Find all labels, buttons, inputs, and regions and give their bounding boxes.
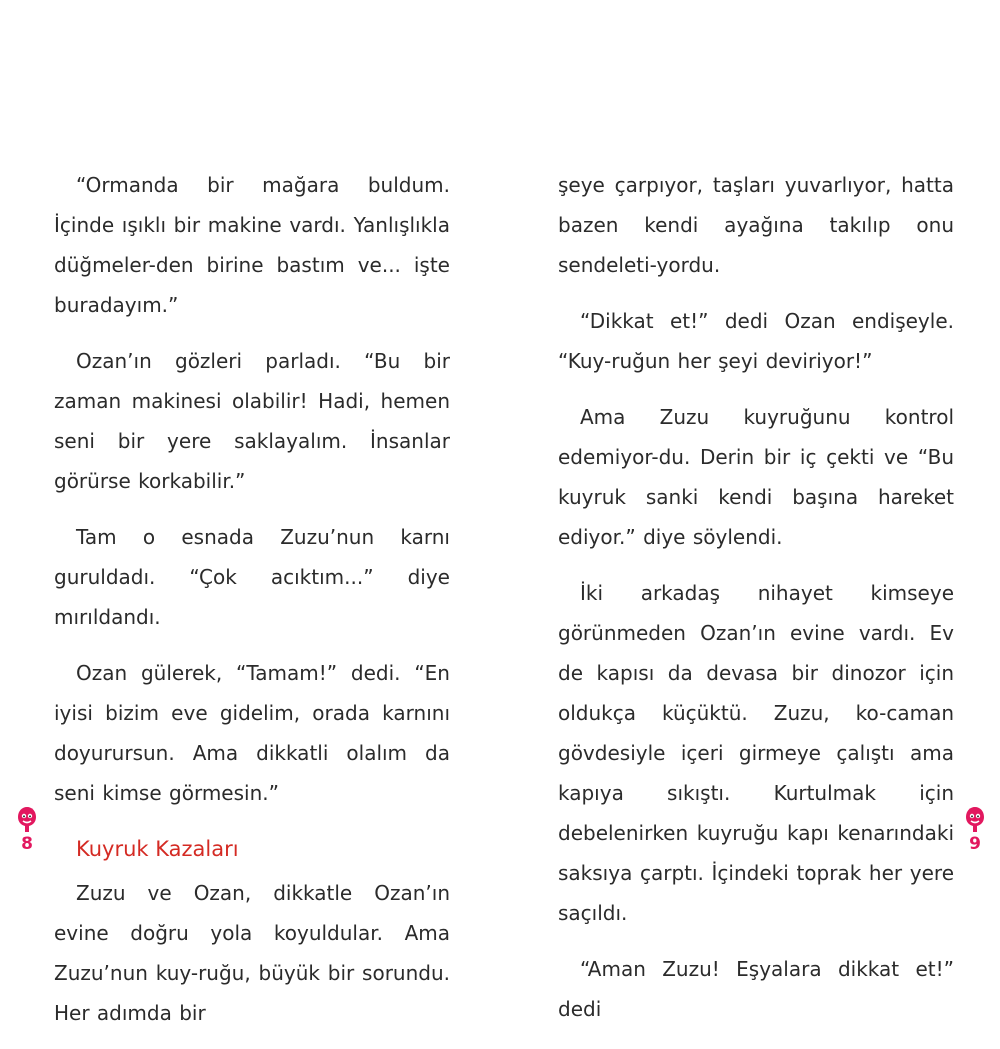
paragraph: “Aman Zuzu! Eşyalara dikkat et!” dedi <box>558 957 954 1021</box>
page-mark-left <box>14 805 40 853</box>
paragraph: Ozan gülerek, “Tamam!” dedi. “En iyisi bizim eve gidelim, orada karnını doyurursun. Ama dikkatli olalım da seni kimse görmesin.” <box>54 661 450 805</box>
left-page <box>54 165 450 1049</box>
page-number: 9 <box>969 834 981 854</box>
paragraph: “Dikkat et!” dedi Ozan endişeyle. “Kuy-ruğun her şeyi deviriyor!” <box>558 309 954 373</box>
paragraph: Zuzu ve Ozan, dikkatle Ozan’ın evine doğru yola koyuldular. Ama Zuzu’nun kuy-ruğu, büyük bir sorundu. Her adımda bir <box>54 881 450 1025</box>
paragraph: “Ormanda bir mağara buldum. İçinde ışıklı bir makine vardı. Yanlışlıkla düğmeler-den birine bastım ve... işte buradayım.” <box>54 173 450 317</box>
dinosaur-head-icon <box>15 805 39 835</box>
page-mark-right <box>962 805 988 853</box>
right-page <box>558 165 954 1045</box>
paragraph: Tam o esnada Zuzu’nun karnı guruldadı. “Çok acıktım...” diye mırıldandı. <box>54 525 450 629</box>
section-heading: Kuyruk Kazaları <box>76 837 239 861</box>
paragraph: şeye çarpıyor, taşları yuvarlıyor, hatta bazen kendi ayağına takılıp onu sendeleti-yordu. <box>558 173 954 277</box>
page-number: 8 <box>21 834 33 854</box>
paragraph: Ama Zuzu kuyruğunu kontrol edemiyor-du. Derin bir iç çekti ve “Bu kuyruk sanki kendi başına hareket ediyor.” diye söylendi. <box>558 405 954 549</box>
paragraph: İki arkadaş nihayet kimseye görünmeden Ozan’ın evine vardı. Ev de kapısı da devasa bir dinozor için oldukça küçüktü. Zuzu, ko-caman gövdesiyle içeri girmeye çalıştı ama kapıya sıkıştı. Kurtulmak için debelenirken kuyruğu kapı kenarındaki saksıya çarptı. İçindeki toprak her yere saçıldı. <box>558 581 954 925</box>
dinosaur-head-icon <box>963 805 987 835</box>
paragraph: Ozan’ın gözleri parladı. “Bu bir zaman makinesi olabilir! Hadi, hemen seni bir yere saklayalım. İnsanlar görürse korkabilir.” <box>54 349 450 493</box>
